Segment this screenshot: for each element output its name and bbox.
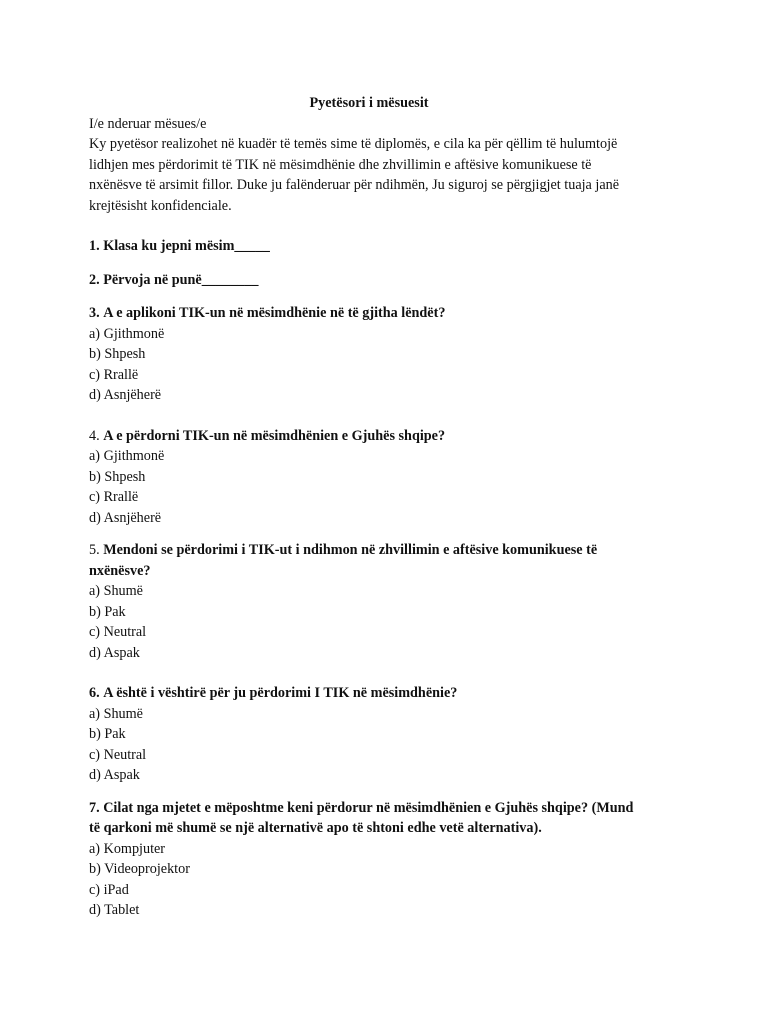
document-title: Pyetësori i mësuesit: [309, 95, 429, 111]
answer-option: b) Videoprojektor: [89, 861, 190, 877]
question-text: 7. Cilat nga mjetet e mëposhtme keni përdorur në mësimdhënien e Gjuhës shqipe? (Mund: [89, 799, 634, 816]
answer-option: c) Neutral: [89, 746, 147, 763]
intro-line: krejtësisht konfidenciale.: [89, 197, 232, 214]
question-5: [89, 540, 689, 663]
question-text: A e aplikoni TIK-un në mësimdhënie në të gjitha lëndët?: [103, 305, 446, 321]
answer-option: c) Rrallë: [89, 489, 139, 505]
answer-option: b) Pak: [89, 726, 126, 742]
intro-line: Ky pyetësor realizohet në kuadër të temës sime të diplomës, e cila ka për qëllim të hulumtojë: [89, 136, 618, 152]
answer-option: b) Pak: [89, 603, 126, 620]
answer-option: b) Shpesh: [89, 468, 146, 485]
question-text-continued: të qarkoni më shumë se një alternativë apo të shtoni edhe vetë alternativa).: [89, 820, 542, 836]
answer-option: d) Aspak: [89, 644, 140, 661]
intro-line: lidhjen mes përdorimit të TIK në mësimdhënie dhe zhvillimin e aftësive komunikuese të: [89, 156, 592, 173]
question-1: [89, 236, 689, 257]
question-4: [89, 426, 689, 529]
answer-option: a) Gjithmonë: [89, 448, 165, 464]
question-text: A është i vështirë për ju përdorimi I TIK në mësimdhënie?: [103, 685, 458, 701]
question-3: [89, 303, 689, 406]
question-text: A e përdorni TIK-un në mësimdhënien e Gjuhës shqipe?: [103, 427, 446, 444]
question-number: 5.: [89, 542, 100, 558]
question-number: 6.: [89, 685, 100, 701]
question-number: 4.: [89, 427, 100, 444]
document-content: [89, 93, 689, 921]
question-text: Mendoni se përdorimi i TIK-ut i ndihmon në zhvillimin e aftësive komunikuese të: [103, 542, 598, 558]
salutation: I/e nderuar mësues/e: [89, 115, 207, 132]
question-6: [89, 683, 689, 786]
answer-option: c) Neutral: [89, 624, 147, 640]
answer-option: c) Rrallë: [89, 366, 139, 383]
answer-option: a) Shumë: [89, 583, 143, 599]
intro-paragraph: [89, 134, 689, 216]
question-2: [89, 270, 689, 291]
answer-option: d) Tablet: [89, 902, 140, 918]
answer-option: d) Asnjëherë: [89, 509, 162, 526]
answer-option: a) Shumë: [89, 705, 143, 722]
question-text: 2. Përvoja në punë________: [89, 271, 259, 288]
question-text: 1. Klasa ku jepni mësim_____: [89, 238, 270, 254]
question-7: [89, 798, 689, 921]
answer-option: d) Aspak: [89, 767, 140, 783]
answer-option: b) Shpesh: [89, 346, 146, 362]
question-number: 3.: [89, 305, 100, 321]
answer-option: a) Gjithmonë: [89, 325, 165, 342]
answer-option: c) iPad: [89, 881, 129, 898]
answer-option: a) Kompjuter: [89, 840, 166, 857]
answer-option: d) Asnjëherë: [89, 387, 162, 403]
question-text-continued: nxënësve?: [89, 562, 151, 579]
intro-line: nxënësve të arsimit fillor. Duke ju falënderuar për ndihmën, Ju siguroj se përgjigjet tuaja janë: [89, 177, 620, 193]
